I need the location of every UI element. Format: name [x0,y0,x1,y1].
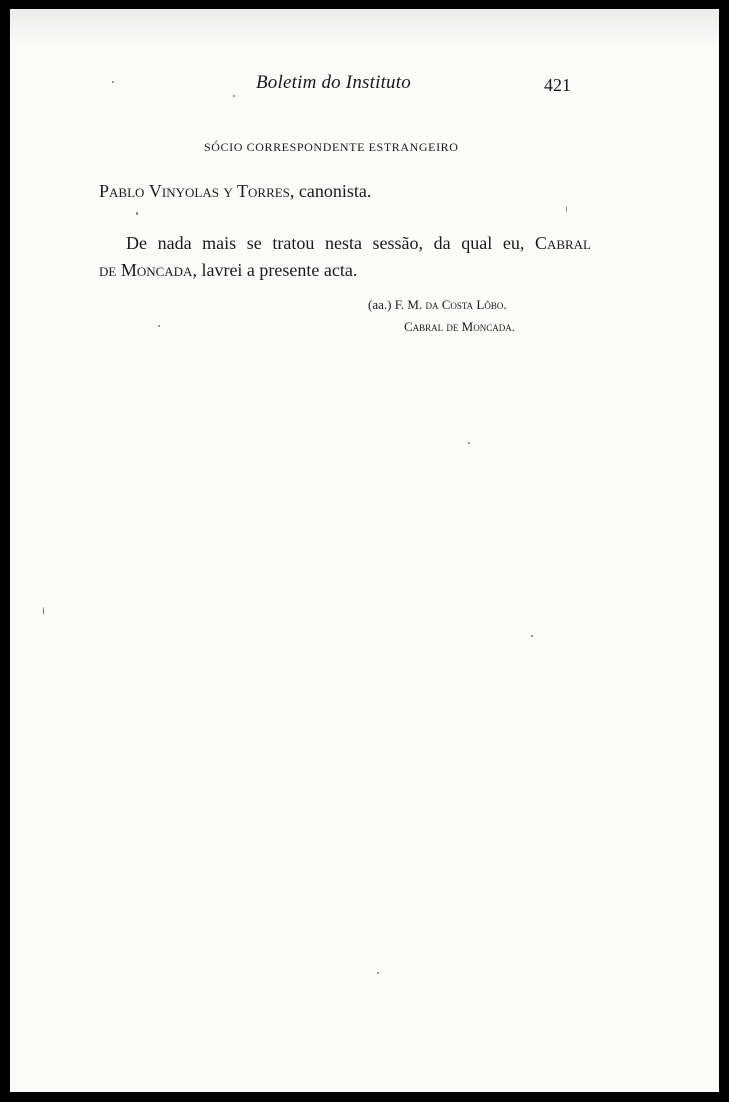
speck [468,442,470,444]
signature-line-1 [368,294,515,316]
speck [136,212,138,215]
signer-1-initials: F. M. [394,297,423,312]
running-title: Boletim do Instituto [256,72,411,93]
speck [566,206,567,212]
closing-paragraph [99,230,591,284]
paragraph-line-2 [99,257,591,284]
speck [112,81,114,83]
signer-1-name: da Costa Lôbo. [425,297,507,312]
signature-block [368,294,515,338]
paragraph-line-1-text: De nada mais se tratou nesta sessão, da qual eu, [126,233,525,253]
speck [43,607,44,615]
paragraph-line-1 [99,230,591,257]
speck [233,95,235,97]
member-role: , canonista. [289,181,372,201]
member-name-first: Pablo [99,181,145,201]
speck [377,972,379,974]
member-name-rest: Vinyolas y Torres [148,181,290,201]
speck [531,635,533,637]
paragraph-name-moncada: de Moncada [99,260,193,280]
paragraph-line-2-text: , lavrei a presente acta. [192,260,358,280]
document-page [10,9,719,1092]
signer-2-name: Cabral de Moncada. [404,319,515,334]
signature-prefix: (aa.) [368,297,392,312]
page-number: 421 [544,75,571,95]
section-heading: SÓCIO CORRESPONDENTE ESTRANGEIRO [204,140,459,154]
paragraph-name-cabral: Cabral [534,233,592,253]
speck [158,325,160,327]
member-entry [99,181,371,202]
